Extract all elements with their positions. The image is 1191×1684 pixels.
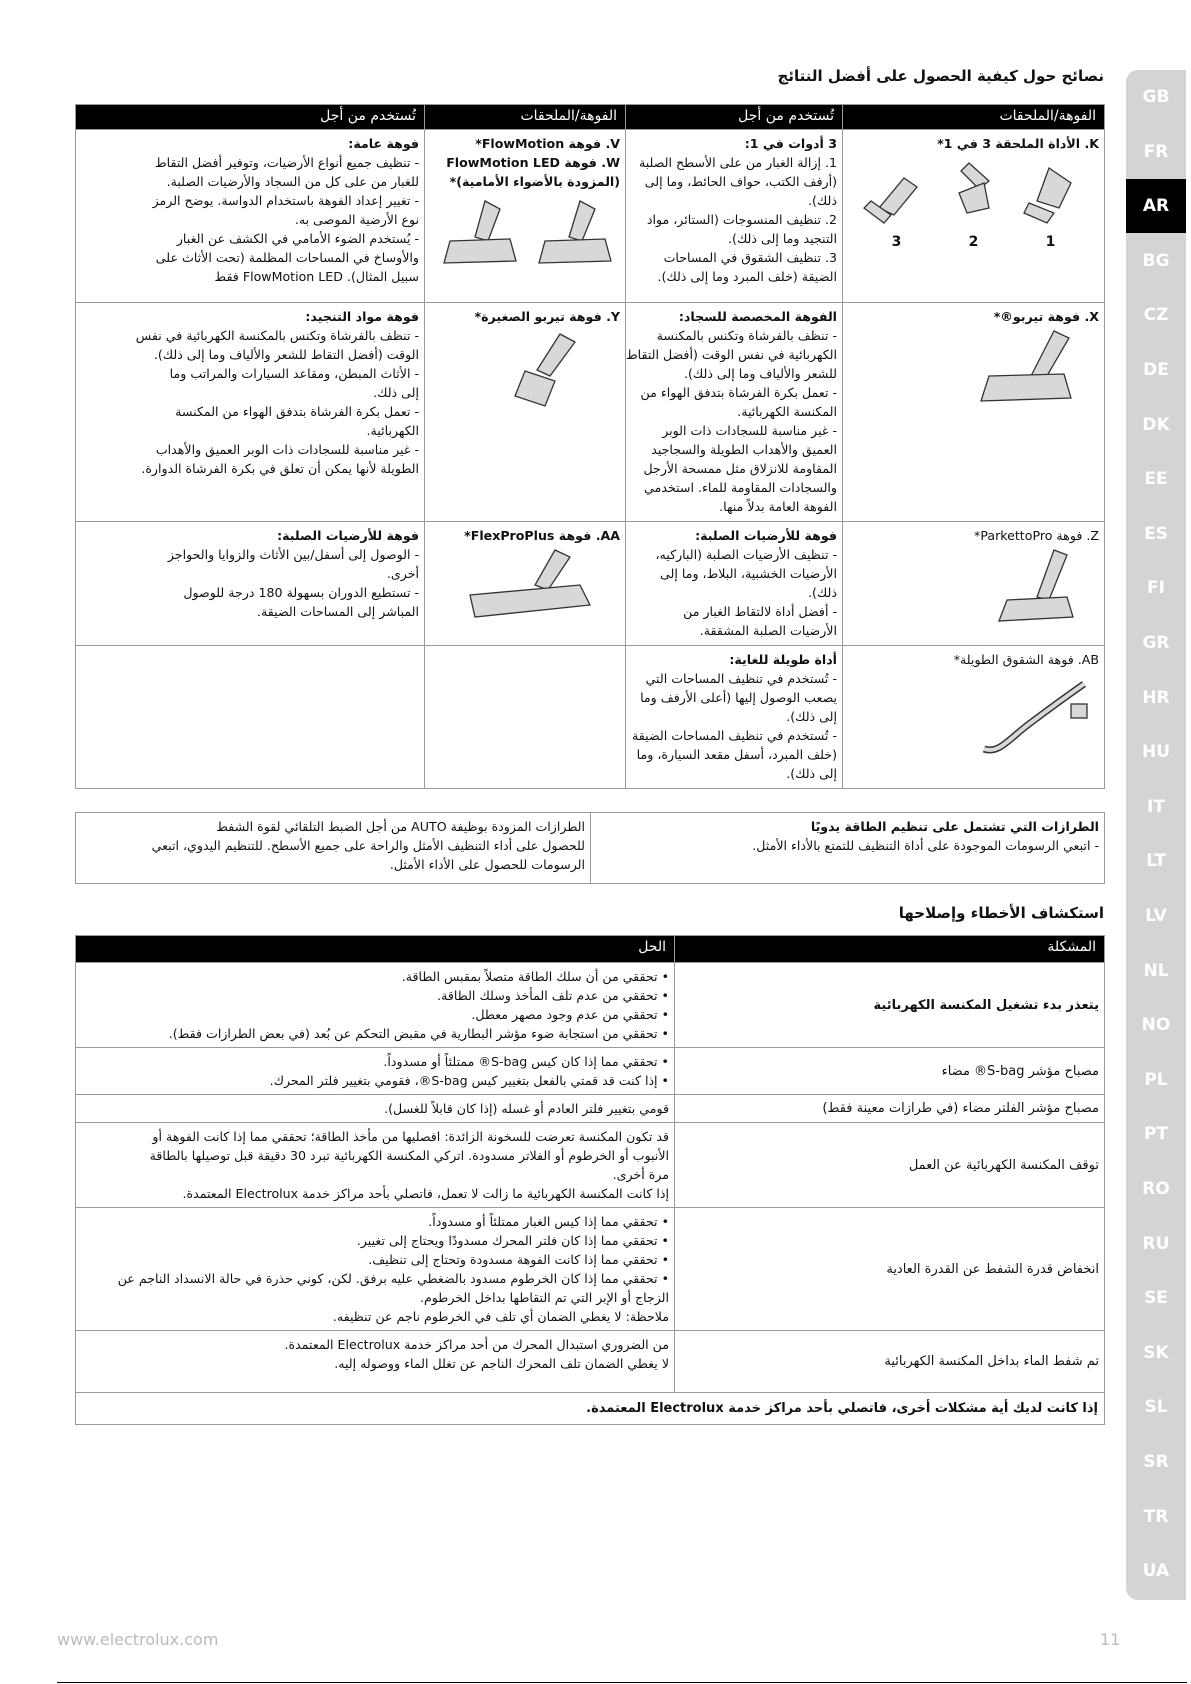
language-tab-pl[interactable]: PL <box>1144 1069 1168 1090</box>
language-tab-it[interactable]: IT <box>1147 796 1165 817</box>
solution-line: • إذا كنت قد قمتي بالفعل بتغيير كيس S-bag®، فقومي بتغيير فلتر المحرك. <box>269 1073 669 1088</box>
use-cell-k <box>626 130 843 303</box>
use-line: المباشر إلى المساحات الضيقة. <box>257 604 419 619</box>
accessory-cell-ab <box>843 646 1105 789</box>
page-number: 11 <box>1100 1630 1121 1649</box>
use-heading-k: 3 أدوات في 1: <box>744 136 837 151</box>
language-tab-sl[interactable]: SL <box>1144 1397 1168 1418</box>
use-line: ذلك). <box>808 585 837 600</box>
language-tab-ru[interactable]: RU <box>1142 1233 1170 1254</box>
language-tab-lv[interactable]: LV <box>1145 906 1167 926</box>
solution-line: لا يغطي الضمان تلف المحرك الناجم عن تغلل الماء ووصوله إليه. <box>334 1356 669 1371</box>
header-accessory-1: الفوهة/الملحقات <box>843 105 1105 130</box>
language-tab-gr[interactable]: GR <box>1142 633 1170 653</box>
use-line: والأوساخ في المساحات المظلمة (تحت الأثاث على <box>155 250 419 265</box>
language-tab-es[interactable]: ES <box>1144 523 1168 544</box>
accessory-title-v: V. فوهة FlowMotion* <box>475 136 620 151</box>
three-in-one-tool-image <box>848 153 1099 233</box>
header-accessory-2: الفوهة/الملحقات <box>425 105 626 130</box>
flexproplus-nozzle-image <box>430 545 620 630</box>
solution-line: • تحققي مما إذا كان فلتر المحرك مسدودًا ويحتاج إلى تغيير. <box>356 1233 669 1248</box>
mini-turbo-nozzle-image <box>430 326 620 416</box>
use-line: - الوصول إلى أسفل/بين الأثاث والزوايا والحواجز <box>167 547 419 562</box>
use-line: - تعمل بكرة الفرشاة بتدفق الهواء من المكنسة <box>175 404 419 419</box>
use-line: إلى ذلك. <box>373 385 419 400</box>
manual-models-heading: الطرازات التي تشتمل على تنظيم الطاقة يدويًا <box>810 819 1099 834</box>
accessory-title-w: W. فوهة FlowMotion LED <box>446 155 620 170</box>
auto-models-line: الطرازات المزودة بوظيفة AUTO من أجل الضبط التلقائي لقوة الشفط <box>216 819 585 834</box>
manual-models-line: - اتبعي الرسومات الموجودة على أداة التنظيف للتمتع بالأداء الأمثل. <box>752 838 1099 853</box>
use-line: للغبار من على كل من السجاد والأرضيات الصلبة. <box>166 174 419 189</box>
use-cell-vw <box>76 130 425 303</box>
solution-line: قد تكون المكنسة تعرضت للسخونة الزائدة: افصليها من مأخذ الطاقة؛ تحققي مما إذا كانت الفوهة أو <box>152 1129 669 1144</box>
solution-cell <box>76 963 675 1048</box>
language-tab-cz[interactable]: CZ <box>1143 305 1169 326</box>
use-cell-z <box>626 522 843 646</box>
language-tab-ro[interactable]: RO <box>1142 1179 1170 1199</box>
language-tab-nl[interactable]: NL <box>1143 960 1169 981</box>
accessory-title-w-note: (المزودة بالأضواء الأمامية)* <box>449 174 620 189</box>
use-line: التنجيد وما إلى ذلك). <box>728 231 837 246</box>
language-tab-no[interactable]: NO <box>1141 1015 1171 1036</box>
problem-cell: انخفاض قدرة الشفط عن القدرة العادية <box>675 1208 1105 1331</box>
use-line: الكهربائية. <box>366 423 419 438</box>
turbo-nozzle-image <box>848 326 1099 416</box>
use-heading-ab: أداة طويلة للغاية: <box>729 652 837 667</box>
troubleshooting-table <box>75 935 1105 1425</box>
use-line: - الأثاث المبطن، ومقاعد السيارات والمراتب وما <box>169 366 419 381</box>
language-tab-sk[interactable]: SK <box>1143 1342 1169 1363</box>
solution-cell <box>76 1095 675 1123</box>
header-solution: الحل <box>76 936 675 963</box>
empty-cell <box>425 646 626 789</box>
language-tab-se[interactable]: SE <box>1144 1288 1168 1309</box>
use-heading-aa: فوهة للأرضيات الصلبة: <box>277 528 419 543</box>
use-cell-ab <box>626 646 843 789</box>
language-tab-gb[interactable]: GB <box>1142 87 1170 107</box>
accessory-cell-k <box>843 130 1105 303</box>
solution-line: مرة أخرى. <box>612 1167 669 1182</box>
use-line: الأرضيات الخشبية، البلاط، وما إلى <box>660 566 837 581</box>
use-line: - أفضل أداة لالتقاط الغبار من <box>683 604 837 619</box>
parketto-nozzle-image <box>848 545 1099 630</box>
language-tab-sr[interactable]: SR <box>1143 1452 1169 1472</box>
use-line: - تنظيف جميع أنواع الأرضيات، وتوفير أفضل التقاط <box>155 155 419 170</box>
use-line: - تستطيع الدوران بسهولة 180 درجة للوصول <box>183 585 419 600</box>
solution-line: • تحققي من أن سلك الطاقة متصلاً بمقبس الطاقة. <box>401 969 669 984</box>
use-line: إلى ذلك). <box>786 709 837 724</box>
language-tab-fr[interactable]: FR <box>1143 141 1169 162</box>
language-tab-hr[interactable]: HR <box>1142 687 1170 708</box>
use-line: والسجادات المقاومة للماء. استخدمي <box>644 480 837 495</box>
use-cell-y <box>76 303 425 522</box>
problem-cell: مصباح مؤشر الفلتر مضاء (في طرازات معينة فقط) <box>675 1095 1105 1123</box>
accessory-title-z: Z. فوهة ParkettoPro* <box>974 528 1099 543</box>
use-line: ذلك). <box>808 193 837 208</box>
use-line: إلى ذلك). <box>786 766 837 781</box>
page-title: نصائح حول كيفية الحصول على أفضل النتائج <box>777 67 1104 85</box>
language-tab-tr[interactable]: TR <box>1143 1506 1169 1527</box>
use-line: سبيل المثال). FlowMotion LED فقط <box>214 269 419 284</box>
flowmotion-nozzle-image <box>430 191 620 271</box>
header-use-1: تُستخدم من أجل <box>626 105 843 130</box>
use-heading-vw: فوهة عامة: <box>348 136 419 151</box>
tool-number: 1 <box>1045 234 1056 250</box>
use-line: الضيقة (خلف المبرد وما إلى ذلك). <box>657 269 837 284</box>
use-line: الكهربائية في نفس الوقت (أفضل التقاط <box>625 347 837 362</box>
use-cell-aa <box>76 522 425 646</box>
use-line: (خلف المبرد، أسفل مقعد السيارة، وما <box>636 747 837 762</box>
use-line: - تُستخدم في تنظيف المساحات التي <box>645 671 837 686</box>
use-heading-x: الفوهة المخصصة للسجاد: <box>678 309 837 324</box>
footer-divider <box>57 1682 1187 1683</box>
language-tab-hu[interactable]: HU <box>1141 742 1171 763</box>
final-note: إذا كانت لديك أية مشكلات أخرى، فاتصلي بأحد مراكز خدمة Electrolux المعتمدة. <box>76 1393 1105 1425</box>
manual-models-cell <box>591 813 1105 884</box>
use-line: - تعمل بكرة الفرشاة بتدفق الهواء من <box>640 385 837 400</box>
auto-models-line: الرسومات للحصول على الأداء الأمثل. <box>389 857 585 872</box>
language-tab-ua[interactable]: UA <box>1142 1561 1170 1582</box>
use-line: - تغيير إعداد الفوهة باستخدام الدواسة. يوضح الرمز <box>152 193 419 208</box>
troubleshooting-title: استكشاف الأخطاء وإصلاحها <box>898 904 1104 922</box>
solution-line: الأنبوب أو الخرطوم أو الفلاتر مسدودة. اتركي المكنسة الكهربائية تبرد 30 دقيقة قبل توصيلها بالطاقة <box>149 1148 669 1163</box>
solution-line: • تحققي مما إذا كانت الفوهة مسدودة وتحتاج إلى تنظيف. <box>368 1252 669 1267</box>
use-line: - تُستخدم في تنظيف المساحات الضيقة <box>632 728 837 743</box>
tool-numbers <box>848 233 1099 252</box>
accessory-cell-vw <box>425 130 626 303</box>
use-heading-z: فوهة للأرضيات الصلبة: <box>695 528 837 543</box>
use-cell-x <box>626 303 843 522</box>
solution-line: • تحققي مما إذا كان الخرطوم مسدود بالضغطي عليه برفق. لكن، كوني حذرة في حالة الانسداد الناجم عن <box>117 1271 669 1286</box>
use-line: - تنظف بالفرشاة وتكنس بالمكنسة الكهربائية في نفس <box>135 328 419 343</box>
auto-models-cell <box>76 813 591 884</box>
use-line: الوقت (أفضل التقاط للشعر والألياف وما إلى ذلك). <box>153 347 419 362</box>
problem-cell: مصباح مؤشر S-bag® مضاء <box>675 1048 1105 1095</box>
solution-cell <box>76 1208 675 1331</box>
solution-line: إذا كانت المكنسة الكهربائية ما زالت لا تعمل، فاتصلي بأحد مراكز خدمة Electrolux المعتمدة. <box>182 1186 669 1201</box>
solution-line: • تحققي مما إذا كيس الغبار ممتلئاً أو مسدوداً. <box>428 1214 669 1229</box>
solution-line: • تحققي من عدم وجود مصهر معطل. <box>471 1007 669 1022</box>
footer-url[interactable]: www.electrolux.com <box>57 1630 219 1649</box>
accessory-cell-y <box>425 303 626 522</box>
tool-number: 3 <box>891 234 902 250</box>
use-line: للشعر والألياف وما إلى ذلك). <box>683 366 837 381</box>
problem-cell: يتعذر بدء تشغيل المكنسة الكهربائية <box>675 963 1105 1048</box>
use-line: أخرى. <box>386 566 419 581</box>
language-tab-dk[interactable]: DK <box>1142 414 1170 435</box>
empty-cell <box>76 646 425 789</box>
language-tab-bg[interactable]: BG <box>1142 250 1170 271</box>
use-line: (أرفف الكتب، حواف الحائط، وما إلى <box>644 174 837 189</box>
models-table <box>75 812 1105 884</box>
solution-cell <box>76 1331 675 1393</box>
accessories-table <box>75 104 1105 789</box>
use-line: الأرضيات الصلبة المشققة. <box>699 623 837 638</box>
language-tabs <box>1126 70 1186 1600</box>
use-line: 3. تنظيف الشقوق في المساحات <box>663 250 837 265</box>
language-tab-pt[interactable]: PT <box>1143 1124 1169 1145</box>
use-line: العميق والأهداب الطويلة والسجاجيد <box>651 442 837 457</box>
accessory-title-aa: AA. فوهة FlexProPlus* <box>464 528 620 543</box>
language-tab-lt[interactable]: LT <box>1146 851 1166 872</box>
accessory-cell-z <box>843 522 1105 646</box>
solution-line: • تحققي من استجابة ضوء مؤشر البطارية في مقبض التحكم عن بُعد (في بعض الطرازات فقط). <box>168 1026 669 1041</box>
use-line: يصعب الوصول إليها (أعلى الأرفف وما <box>640 690 837 705</box>
solution-line: • تحققي من عدم تلف المأخذ وسلك الطاقة. <box>437 988 669 1003</box>
accessory-title-k: K. الأداة الملحقة 3 في 1* <box>937 136 1099 151</box>
use-line: المقاومة للانزلاق مثل ممسحة الأرجل <box>643 461 837 476</box>
solution-cell <box>76 1123 675 1208</box>
language-tab-ar[interactable]: AR <box>1126 179 1186 233</box>
use-line: 2. تنظيف المنسوجات (الستائر، مواد <box>646 212 837 227</box>
use-line: المكنسة الكهربائية. <box>737 404 837 419</box>
tool-number: 2 <box>968 234 979 250</box>
solution-cell <box>76 1048 675 1095</box>
use-line: نوع الأرضية الموصى به. <box>294 212 419 227</box>
solution-line: الزجاج أو الإبر التي تم التقاطها بداخل الخرطوم. <box>420 1290 669 1305</box>
accessory-cell-aa <box>425 522 626 646</box>
accessory-title-x: X. فوهة تيربو®* <box>993 309 1099 324</box>
language-tab-fi[interactable]: FI <box>1147 578 1165 599</box>
use-line: - يُستخدم الضوء الأمامي في الكشف عن الغبار <box>176 231 419 246</box>
use-line: - غير مناسبة للسجادات ذات الوبر <box>662 423 837 438</box>
problem-cell: تم شفط الماء بداخل المكنسة الكهربائية <box>675 1331 1105 1393</box>
solution-line: من الضروري استبدال المحرك من أحد مراكز خدمة Electrolux المعتمدة. <box>284 1337 669 1352</box>
use-line: - غير مناسبة للسجادات ذات الوبر العميق والأهداب <box>155 442 419 457</box>
language-tab-de[interactable]: DE <box>1143 360 1169 380</box>
use-line: الفوهة العامة بدلاً منها. <box>719 499 837 514</box>
use-line: الطويلة لأنها يمكن أن تعلق في بكرة الفرشاة الدوارة. <box>141 461 419 476</box>
accessory-title-ab: AB. فوهة الشقوق الطويلة* <box>953 652 1099 667</box>
language-tab-ee[interactable]: EE <box>1144 469 1168 490</box>
header-problem: المشكلة <box>675 936 1105 963</box>
solution-line: • تحققي مما إذا كان كيس S-bag® ممتلئاً أو مسدوداً. <box>383 1054 669 1069</box>
long-crevice-nozzle-image <box>848 669 1099 764</box>
use-line: - تنظف بالفرشاة وتكنس بالمكنسة <box>656 328 837 343</box>
accessory-cell-x <box>843 303 1105 522</box>
accessory-title-y: Y. فوهة تيربو الصغيرة* <box>474 309 620 324</box>
use-line: 1. إزالة الغبار من على الأسطح الصلبة <box>638 155 837 170</box>
solution-line: قومي بتغيير فلتر العادم أو غسله (إذا كان قابلاً للغسل). <box>384 1101 669 1116</box>
auto-models-line: للحصول على أداء التنظيف الأمثل والراحة على جميع الأسطح. للتنظيم اليدوي، اتبعي <box>151 838 585 853</box>
problem-cell: توقف المكنسة الكهربائية عن العمل <box>675 1123 1105 1208</box>
header-use-2: تُستخدم من أجل <box>76 105 425 130</box>
use-heading-y: فوهة مواد التنجيد: <box>305 309 419 324</box>
use-line: - تنظيف الأرضيات الصلبة (الباركيه، <box>655 547 837 562</box>
solution-line: ملاحظة: لا يغطي الضمان أي تلف في الخرطوم ناجم عن تنظيفه. <box>332 1309 669 1324</box>
